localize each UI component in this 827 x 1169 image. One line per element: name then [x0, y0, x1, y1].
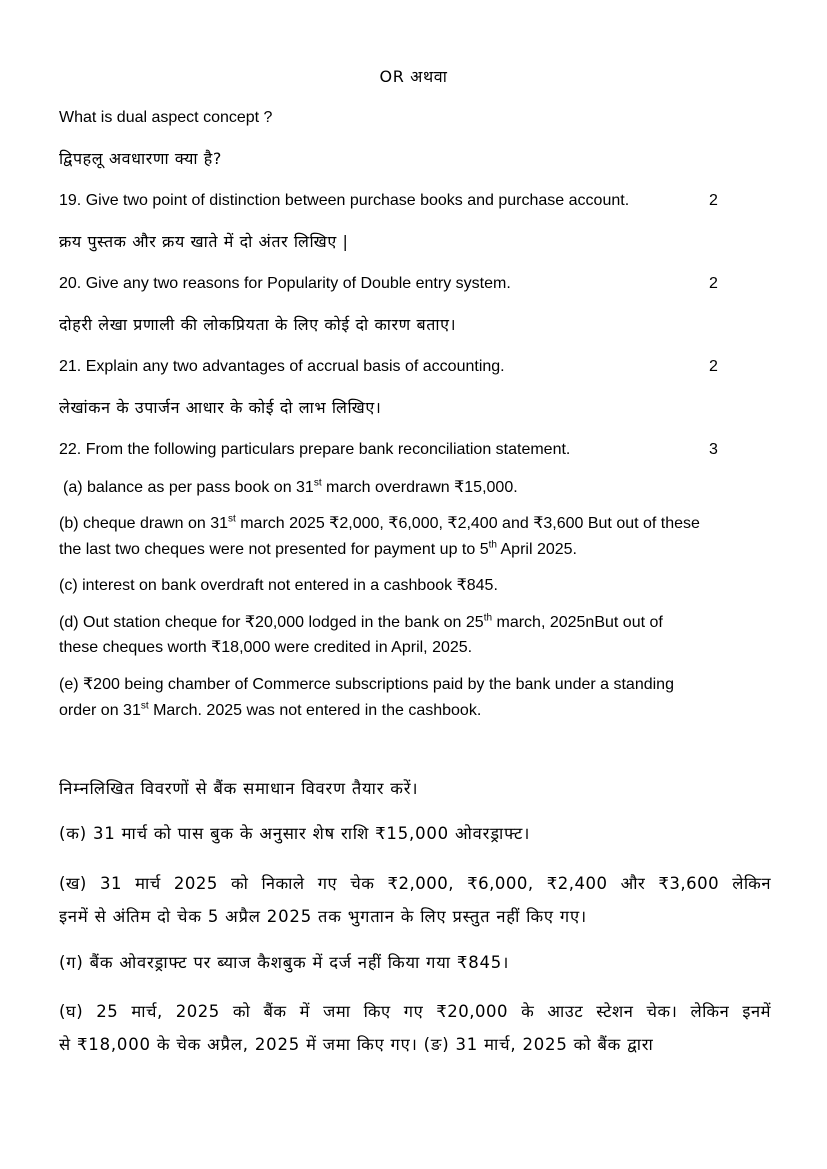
- or-heading: OR अथवा: [379, 67, 448, 86]
- q22-item-d-line1: (d) Out station cheque for ₹20,000 lodged in the bank on 25th march, 2025nBut out of: [59, 612, 663, 631]
- q22-item-c: (c) interest on bank overdraft not entered in a cashbook ₹845.: [59, 577, 498, 594]
- q22-hindi-ga: (ग) बैंक ओवरड्राफ्ट पर ब्याज कैशबुक में दर्ज नहीं किया गया ₹845।: [59, 953, 510, 972]
- q20-hindi: दोहरी लेखा प्रणाली की लोकप्रियता के लिए कोई दो कारण बताए।: [59, 315, 457, 334]
- q22-item-e-line1: (e) ₹200 being chamber of Commerce subscriptions paid by the bank under a standing: [59, 676, 674, 693]
- q22-marks: 3: [709, 441, 718, 458]
- q19-english: 19. Give two point of distinction between purchase books and purchase account.: [59, 192, 630, 209]
- q22-hindi-gha-line2: से ₹18,000 के चेक अप्रैल, 2025 में जमा किए गए। (ङ) 31 मार्च, 2025 को बैंक द्वारा: [59, 1035, 654, 1054]
- q21-hindi: लेखांकन के उपार्जन आधार के कोई दो लाभ लिखिए।: [59, 398, 382, 417]
- q22-item-a: (a) balance as per pass book on 31st march overdrawn ₹15,000.: [63, 477, 518, 496]
- q22-item-e-line2: order on 31st March. 2025 was not entered in the cashbook.: [59, 700, 482, 719]
- q21-english: 21. Explain any two advantages of accrual basis of accounting.: [59, 358, 505, 375]
- q22-hindi-gha-line1: (घ) 25 मार्च, 2025 को बैंक में जमा किए गए ₹20,000 के आउट स्टेशन चेक। लेकिन इनमें: [59, 1002, 771, 1021]
- q19-marks: 2: [709, 192, 718, 209]
- q22-item-b-line2: the last two cheques were not presented for payment up to 5th April 2025.: [59, 539, 577, 558]
- q22-item-d-line2: these cheques worth ₹18,000 were credited in April, 2025.: [59, 639, 473, 656]
- q22-hindi-kha-line1: (ख) 31 मार्च 2025 को निकाले गए चेक ₹2,000, ₹6,000, ₹2,400 और ₹3,600 लेकिन: [59, 874, 771, 893]
- q22-hindi-ka: (क) 31 मार्च को पास बुक के अनुसार शेष राशि ₹15,000 ओवरड्राफ्ट।: [59, 824, 531, 843]
- q20-english: 20. Give any two reasons for Popularity of Double entry system.: [59, 275, 511, 292]
- q19-hindi: क्रय पुस्तक और क्रय खाते में दो अंतर लिखिए |: [59, 232, 349, 251]
- q20-marks: 2: [709, 275, 718, 292]
- q22-hindi-intro: निम्नलिखित विवरणों से बैंक समाधान विवरण तैयार करें।: [59, 779, 419, 798]
- q22-english: 22. From the following particulars prepare bank reconciliation statement.: [59, 441, 571, 458]
- q22-hindi-kha-line2: इनमें से अंतिम दो चेक 5 अप्रैल 2025 तक भुगतान के लिए प्रस्तुत नहीं किए गए।: [59, 907, 587, 926]
- q22-item-b-line1: (b) cheque drawn on 31st march 2025 ₹2,000, ₹6,000, ₹2,400 and ₹3,600 But out of these: [59, 513, 700, 532]
- q21-marks: 2: [709, 358, 718, 375]
- q18-or-hindi: द्विपहलू अवधारणा क्या है?: [59, 149, 222, 168]
- q18-or-english: What is dual aspect concept ?: [59, 109, 273, 126]
